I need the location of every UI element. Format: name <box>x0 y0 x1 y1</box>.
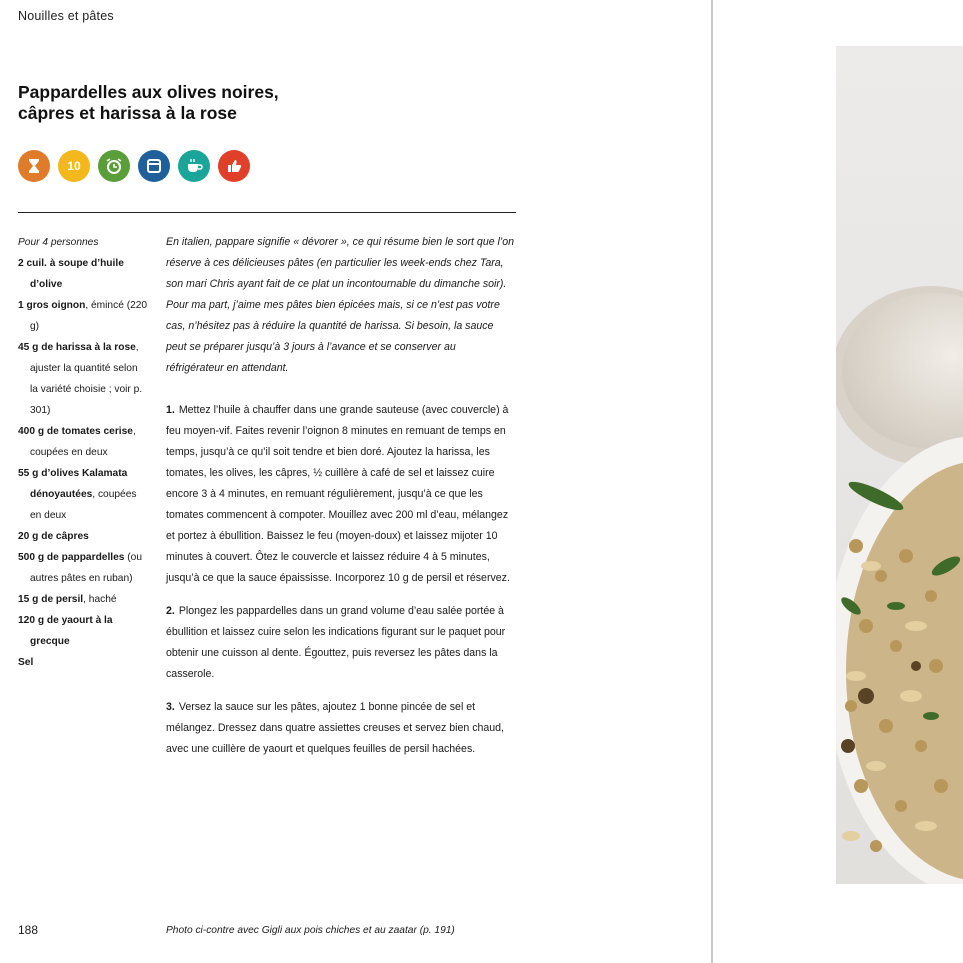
ingredient-item <box>18 421 148 463</box>
ingredient-rest: , émincé (220 g) <box>30 300 148 332</box>
ten-badge-label: 10 <box>67 159 81 173</box>
recipe-title <box>18 82 438 124</box>
ingredient-item <box>18 295 148 337</box>
ingredient-bold: Sel <box>18 657 34 668</box>
step-number: 3. <box>166 701 175 713</box>
step-number: 1. <box>166 404 175 416</box>
ingredient-item <box>18 526 148 547</box>
recipe-intro: En italien, pappare signifie « dévorer », ce qui résume bien le sort que l’on réserve à ces délicieuses pâtes (en particulier les week-ends chez Tara, son mari Chris ayant fait de ce plat un incontournable du dimanche soir). Pour ma part, j’aime mes pâtes bien épicées mais, si ce n’est pas votre cas, n’hésitez pas à réduire la quantité de harissa. Si besoin, la sauce peut se préparer jusqu’à 3 jours à l’avance et se conserver au réfrigérateur en attendant. <box>166 236 515 374</box>
recipe-title-line-2: câpres et harissa à la rose <box>18 103 237 123</box>
ingredient-bold: 500 g de pappardelles <box>18 552 125 563</box>
alarm-clock-icon <box>98 150 130 182</box>
ingredient-bold: 400 g de tomates cerise <box>18 426 133 437</box>
method-step <box>166 400 516 589</box>
step-text: Plongez les pappardelles dans un grand volume d’eau salée portée à ébullition et laissez cuire selon les indications figurant sur le paquet pour obtenir une cuisson al dente. Égouttez, puis reversez les pâtes dans la casserole. <box>166 605 506 680</box>
ingredients-list <box>18 232 148 673</box>
recipe-icons-row <box>18 150 250 182</box>
ten-badge-icon <box>58 150 90 182</box>
food-photo <box>836 46 963 884</box>
step-text: Mettez l’huile à chauffer dans une grande sauteuse (avec couvercle) à feu moyen-vif. Faites revenir l’oignon 8 minutes en remuant de temps en temps, jusqu’à ce qu’il soit tendre et bien doré. Ajoutez la harissa, les tomates, les olives, les câpres, ½ cuillère à café de sel et laissez cuire encore 3 à 4 minutes, en remuant régulièrement, jusqu’à ce que les tomates commencent à compoter. Mouillez avec 200 ml d’eau, mélangez et portez à ébullition. Baissez le feu (moyen-doux) et laissez mijoter 10 minutes à couvert. Ôtez le couvercle et laissez réduire 4 à 5 minutes, jusqu’à ce que la sauce épaississe. Incorporez 10 g de persil et réservez. <box>166 404 510 584</box>
ingredient-item <box>18 610 148 652</box>
ingredient-rest: , coupées en deux <box>30 489 137 521</box>
hourglass-icon <box>18 150 50 182</box>
method-step <box>166 697 516 760</box>
method-step <box>166 601 516 685</box>
cup-icon <box>178 150 210 182</box>
ingredient-bold: 2 cuil. à soupe d’huile d’olive <box>18 258 124 290</box>
ingredient-rest: , ajuster la quantité selon la variété choisie ; voir p. 301) <box>30 342 143 416</box>
servings-label: Pour 4 personnes <box>18 237 99 248</box>
recipe-title-line-1: Pappardelles aux olives noires, <box>18 82 279 102</box>
method-column <box>166 232 516 772</box>
ingredient-item <box>18 652 148 673</box>
ingredient-item <box>18 463 148 526</box>
step-number: 2. <box>166 605 175 617</box>
ingredient-bold: 20 g de câpres <box>18 531 89 542</box>
container-icon <box>138 150 170 182</box>
ingredient-bold: 120 g de yaourt à la grecque <box>18 615 113 647</box>
step-text: Versez la sauce sur les pâtes, ajoutez 1 bonne pincée de sel et mélangez. Dressez dans quatre assiettes creuses et servez bien chaud, avec une cuillère de yaourt et quelques feuilles de persil hachées. <box>166 701 505 755</box>
ingredient-rest: , coupées en deux <box>30 426 136 458</box>
ingredient-bold: 55 g d’olives Kalamata dénoyautées <box>18 468 128 500</box>
ingredient-item <box>18 337 148 421</box>
ingredient-rest: , haché <box>83 594 117 605</box>
ingredient-bold: 1 gros oignon <box>18 300 86 311</box>
ingredient-item <box>18 547 148 589</box>
ingredient-item <box>18 589 148 610</box>
ingredient-item <box>18 253 148 295</box>
section-header: Nouilles et pâtes <box>18 9 114 23</box>
ingredient-rest: (ou autres pâtes en ruban) <box>30 552 143 584</box>
divider-rule <box>18 212 516 213</box>
ingredient-bold: 15 g de persil <box>18 594 84 605</box>
photo-caption: Photo ci-contre avec Gigli aux pois chiches et au zaatar (p. 191) <box>166 925 455 936</box>
thumbs-up-icon <box>218 150 250 182</box>
ingredient-bold: 45 g de harissa à la rose <box>18 342 136 353</box>
page-number: 188 <box>18 923 39 937</box>
